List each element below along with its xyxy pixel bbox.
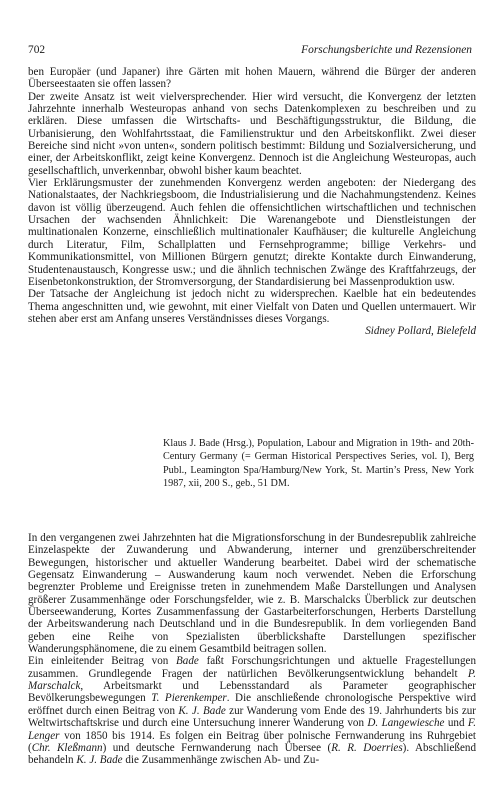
review-paragraph: Der zweite Ansatz ist weit vielversprechender. Hier wird versucht, die Konvergenz der letzten Jahrzehnte innerhalb Westeuropas anhand von sechs Datenkomplexen zu beschreiben und zu erklären. Diese umfassen die Wirtschafts- und Beschäftigungsstruktur, die Bildung, die Urbanisierung, den Wohlfahrtsstaat, die Familienstruktur und den Arbeitskonflikt. Zwei dieser Bereiche sind nicht »von unten«, sondern politisch bestimmt: Bildung und Sozialversicherung, und einer, der Arbeitskonflikt, zeigt keine Konvergenz. Dennoch ist die Angleichung Westeuropas, auch gesellschaftlich, unverkennbar, obwohl bisher kaum beachtet. [28,90,476,177]
new-review [28,532,476,767]
author-name: T. Pierenkemper [151,692,227,705]
author-name: R. R. Doerries [331,741,403,754]
book-citation: Klaus J. Bade (Hrsg.), Population, Labour and Migration in 19th- and 20th-Century Germany (= German Historical Perspectives Series, vol. I), Berg Publ., Leamington Spa/Hamburg/New York, St. Martin’s Press, New York 1987, xii, 200 S., geb., 51 DM. [163,438,474,489]
review-paragraph: In den vergangenen zwei Jahrzehnten hat die Migrationsforschung in der Bundesrepublik zahlreiche Einzelaspekte der Zuwanderung und Abwanderung, interner und grenzüberschreitender Bewegungen, historischer und aktueller Wanderung bearbeitet. Dabei wird der schematische Gegensatz Einwanderung – Auswanderung kaum noch verwendet. Neben die Erforschung begrenzter Probleme und Ereignisse treten in zunehmendem Maße Darstellungen und Analysen größerer Zusammenhänge oder Forschungsfelder, wie z. B. Marschalcks Überblick zur deutschen Überseewanderung, Kortes Zusammenfassung der Gastarbeiterforschungen, Herberts Darstellung der Arbeitswanderung nach Deutschland und in die Bundesrepublik. In dem vorliegenden Band geben eine Reihe von Spezialisten überblickshafte Darstellungen spezifischer Wanderungsphänomene, die zu einem Gesamtbild beitragen sollen. [28,532,476,656]
text-segment: Ein einleitender Beitrag von [28,655,177,668]
text-segment: ). Abschließend behandeln [28,741,476,767]
reviewer-signature: Sidney Pollard, Bielefeld [365,325,476,338]
author-name: K. J. Bade [76,754,123,767]
text-segment: von 1850 bis 1914. Es folgen ein Beitrag über polnische Fernwanderung ins Ruhrgebiet ( [28,729,476,754]
text-segment: . Die anschließende chronologische Perspektive wird eröffnet durch einen Beitrag von [28,692,476,717]
author-name: P. Marschalck [28,667,476,693]
review-paragraph: ben Europäer (und Japaner) ihre Gärten mit hohen Mauern, während die Bürger der anderen Überseestaaten sie offen lassen? [28,66,476,91]
author-name: F. Lenger [28,717,477,742]
author-name: K. J. Bade [178,704,226,717]
page-number: 702 [28,44,46,56]
text-segment: und [444,717,468,730]
author-name: D. Langewiesche [367,717,445,730]
page-header [28,44,472,58]
author-name: Bade [176,655,199,668]
author-name: Chr. Kleßmann [31,741,103,754]
review-continuation [28,66,476,338]
review-paragraph: Vier Erklärungsmuster der zunehmenden Konvergenz werden angeboten: der Niedergang des Nationalstaates, der Nachkriegsboom, die Industrialisierung und die Nachahmungstendenz. Keines davon ist völlig überzeugend. Auch fehlen die offensichtlichen wirtschaftlichen und technischen Ursachen der wachsenden Ähnlichkeit: Die Warenangebote und Dienstleistungen der multinationalen Konzerne, einschließlich multinationaler Kaufhäuser; die kulturelle Angleichung durch Literatur, Film, Schallplatten und Fernsehprogramme; billige Verkehrs- und Kommunikationsmittel, von Millionen Bürgern genutzt; direkte Kontakte durch Einwanderung, Studentenaustausch, Kongresse usw.; und die ähnlich technischen Zwänge des Kraftfahrzeugs, der Eisenbetonkonstruktion, der Stromversorgung, der Standardisierung bei Massenproduktion usw. [28,177,476,288]
text-segment: die Zusammenhänge zwischen Ab- und Zu- [122,754,320,767]
text-segment: faßt Forschungsrichtungen und aktuelle Fragestellungen zusammen. Grundlegende Fragen der natürlichen Bevölkerungsentwicklung behandelt [28,655,476,680]
text-segment: , Arbeitsmarkt und Lebensstandard als Parameter geographischer Bevölkerungsbewegungen [28,680,476,705]
review-paragraph: Der Tatsache der Angleichung ist jedoch nicht zu widersprechen. Kaelble hat ein bedeutendes Thema angeschnitten und, wie gewohnt, mit einer Vielfalt von Daten und Quellen untermauert. Wir stehen aber erst am Anfang unseres Verständnisses dieses Vorgangs. [28,288,476,325]
text-segment: zur Wanderung vom Ende des 19. Jahrhunderts bis zur Weltwirtschaftskrise und durch eine Untersuchung innerer Wanderung von [28,704,476,730]
running-head: Forschungsberichte und Rezensionen [301,44,472,56]
text-segment: ) und deutsche Fernwanderung nach Übersee ( [102,741,332,754]
review-paragraph [28,655,476,766]
